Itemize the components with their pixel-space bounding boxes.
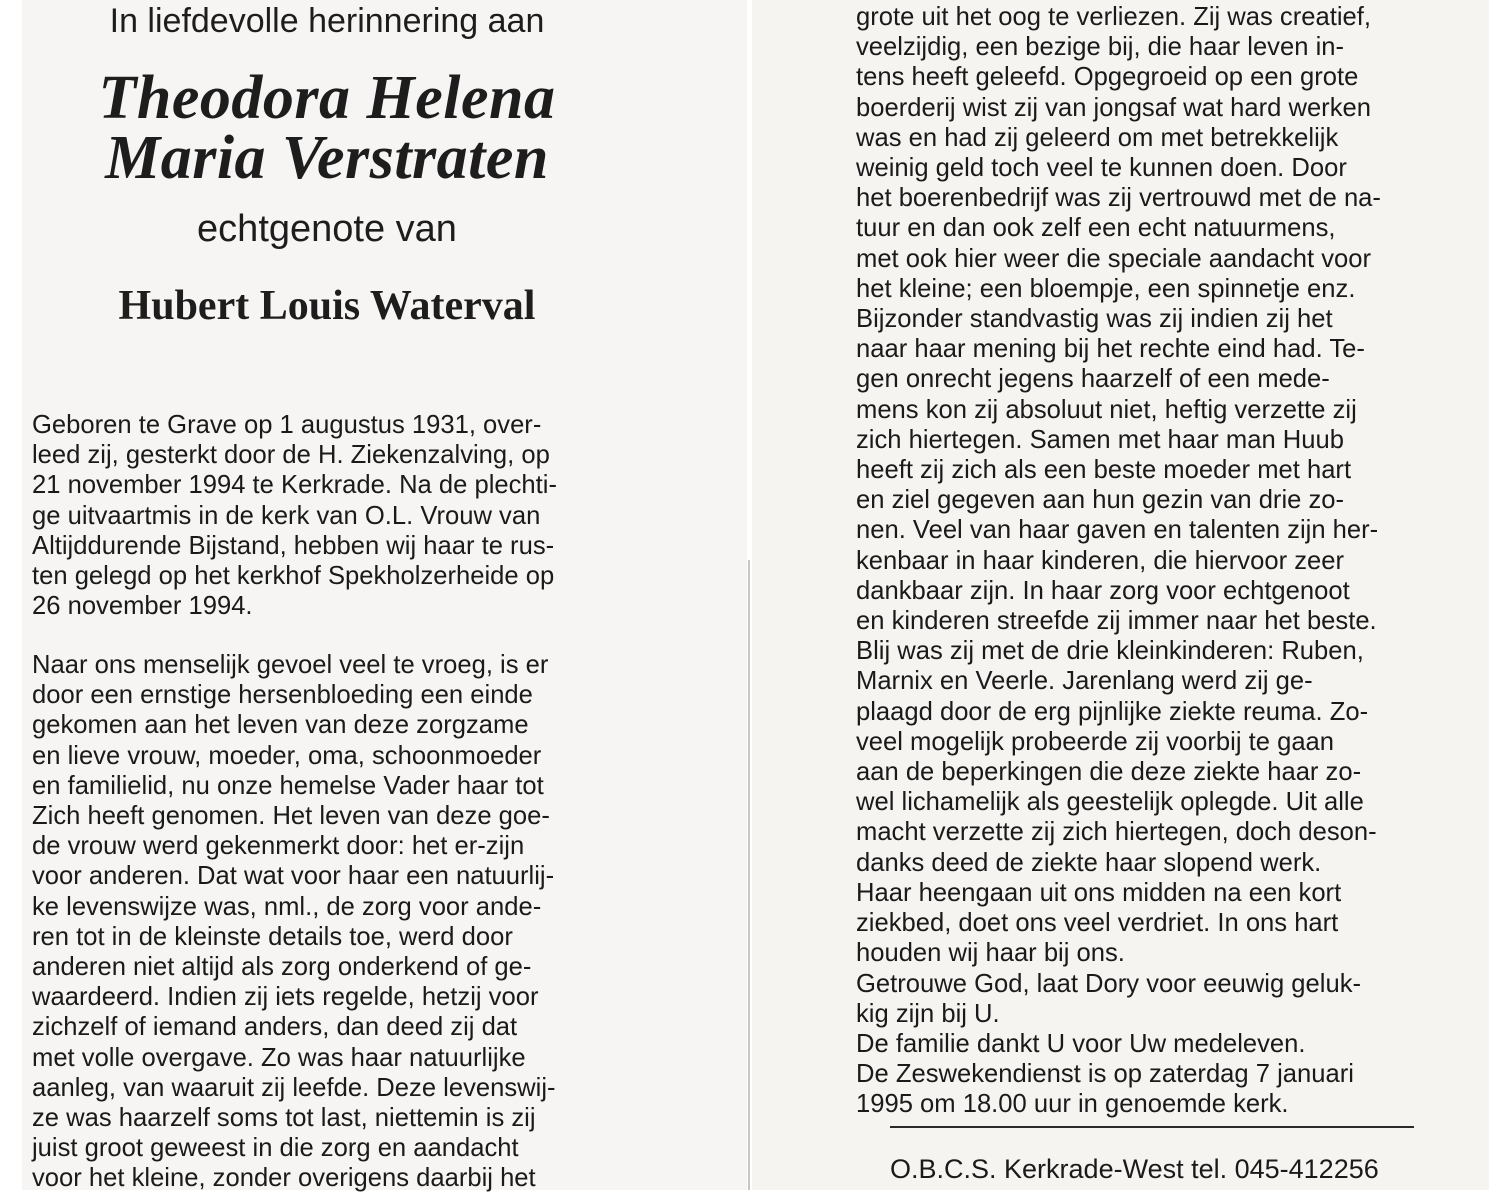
text-line: ze was haarzelf soms tot last, niettemin is zij: [32, 1104, 536, 1133]
text-line: grote uit het oog te verliezen. Zij was creatief,: [856, 3, 1371, 31]
text-line: 21 november 1994 te Kerkrade. Na de plechti-: [32, 471, 557, 500]
text-line: zich hiertegen. Samen met haar man Huub: [856, 425, 1344, 454]
text-line: dankbaar zijn. In haar zorg voor echtgenoot: [856, 576, 1350, 605]
text-line: en familielid, nu onze hemelse Vader haar tot: [32, 771, 544, 800]
text-line: 1995 om 18.00 uur in genoemde kerk.: [856, 1090, 1289, 1119]
text-line: het boerenbedrijf was zij vertrouwd met de na-: [856, 184, 1381, 213]
text-line: heeft zij zich als een beste moeder met hart: [856, 456, 1352, 485]
text-line: Blij was zij met de drie kleinkinderen: Ruben,: [856, 637, 1364, 666]
text-line: mens kon zij absoluut niet, heftig verzette zij: [856, 395, 1357, 424]
text-line: gen onrecht jegens haarzelf of een mede-: [856, 365, 1330, 394]
text-line: veelzijdig, een bezige bij, die haar leven in-: [856, 33, 1345, 62]
text-line: met volle overgave. Zo was haar natuurlijke: [32, 1043, 526, 1072]
separator-rule: [890, 1126, 1414, 1128]
text-line: Getrouwe God, laat Dory voor eeuwig geluk-: [856, 969, 1362, 998]
text-line: nen. Veel van haar gaven en talenten zijn her-: [856, 516, 1379, 545]
text-line: aanleg, van waaruit zij leefde. Deze levenswij-: [32, 1073, 556, 1102]
text-line: voor het kleine, zonder overigens daarbij het: [32, 1164, 536, 1193]
text-line: danks deed de ziekte haar slopend werk.: [856, 848, 1322, 877]
text-line: was en had zij geleerd om met betrekkelijk: [856, 123, 1339, 152]
text-line: Naar ons menselijk gevoel veel te vroeg, is er: [32, 651, 549, 679]
printer-footer: O.B.C.S. Kerkrade-West tel. 045-412256: [890, 1154, 1379, 1184]
paragraph-life-right: [856, 2, 1456, 1120]
text-line: macht verzette zij zich hiertegen, doch deson-: [856, 818, 1377, 847]
text-line: Marnix en Veerle. Jarenlang werd zij ge-: [856, 667, 1313, 696]
text-line: leed zij, gesterkt door de H. Ziekenzalving, op: [32, 441, 550, 470]
text-line: plaagd door de erg pijnlijke ziekte reuma. Zo-: [856, 697, 1369, 726]
text-line: aan de beperkingen die deze ziekte haar zo-: [856, 758, 1362, 787]
text-line: het kleine; een bloempje, een spinnetje enz.: [856, 274, 1356, 303]
text-line: naar haar mening bij het rechte eind had. Te-: [856, 335, 1365, 364]
name-line-1: Theodora Helena: [98, 64, 556, 132]
name-line-2: Maria Verstraten: [105, 124, 549, 192]
text-line: Zich heeft genomen. Het leven van deze goe-: [32, 802, 550, 831]
relation-line: echtgenote van: [197, 208, 457, 250]
text-line: boerderij wist zij van jongsaf wat hard werken: [856, 93, 1371, 122]
text-line: De familie dankt U voor Uw medeleven.: [856, 1029, 1306, 1058]
text-line: en lieve vrouw, moeder, oma, schoonmoeder: [32, 741, 542, 770]
husband-name: Hubert Louis Waterval: [118, 283, 536, 329]
text-line: juist groot geweest in die zorg en aandacht: [32, 1134, 519, 1163]
text-line: weinig geld toch veel te kunnen doen. Door: [856, 154, 1347, 183]
paragraph-birth-death: [32, 410, 632, 621]
text-line: gekomen aan het leven van deze zorgzame: [32, 711, 529, 740]
text-line: Geboren te Grave op 1 augustus 1931, over-: [32, 411, 542, 439]
text-line: tuur en dan ook zelf een echt natuurmens,: [856, 214, 1336, 243]
paragraph-life-left: [32, 650, 632, 1194]
text-line: ge uitvaartmis in de kerk van O.L. Vrouw van: [32, 501, 541, 530]
text-line: voor anderen. Dat wat voor haar een natuurlij-: [32, 862, 555, 891]
text-line: Haar heengaan uit ons midden na een kort: [856, 878, 1342, 907]
text-line: en kinderen streefde zij immer naar het beste.: [856, 607, 1377, 636]
text-line: 26 november 1994.: [32, 592, 253, 621]
text-line: door een ernstige hersenbloeding een einde: [32, 681, 533, 710]
text-line: wel lichamelijk als geestelijk oplegde. Uit alle: [856, 788, 1364, 817]
text-line: de vrouw werd gekenmerkt door: het er-zijn: [32, 832, 525, 861]
intro-line: In liefdevolle herinnering aan: [109, 2, 545, 40]
text-line: met ook hier weer die speciale aandacht voor: [856, 244, 1372, 273]
text-line: tens heeft geleefd. Opgegroeid op een grote: [856, 63, 1359, 92]
text-line: zichzelf of iemand anders, dan deed zij dat: [32, 1013, 518, 1042]
text-line: ten gelegd op het kerkhof Spekholzerheide op: [32, 562, 555, 591]
text-line: waardeerd. Indien zij iets regelde, hetzij voor: [32, 983, 539, 1012]
text-line: Bijzonder standvastig was zij indien zij het: [856, 305, 1333, 334]
fold-line: [748, 560, 750, 1190]
text-line: ren tot in de kleinste details toe, werd door: [32, 922, 513, 951]
text-line: De Zeswekendienst is op zaterdag 7 januari: [856, 1060, 1354, 1089]
text-line: houden wij haar bij ons.: [856, 939, 1125, 968]
text-line: ke levenswijze was, nml., de zorg voor ande-: [32, 892, 542, 921]
text-line: kenbaar in haar kinderen, die hiervoor zeer: [856, 546, 1344, 575]
text-line: Altijddurende Bijstand, hebben wij haar te rus-: [32, 531, 555, 560]
text-line: kig zijn bij U.: [856, 999, 1000, 1028]
deceased-name: [22, 64, 632, 192]
text-line: veel mogelijk probeerde zij voorbij te gaan: [856, 727, 1335, 756]
text-line: anderen niet altijd als zorg onderkend of ge-: [32, 953, 532, 982]
text-line: ziekbed, doet ons veel verdriet. In ons hart: [856, 909, 1339, 938]
text-line: en ziel gegeven aan hun gezin van drie zo-: [856, 486, 1345, 515]
